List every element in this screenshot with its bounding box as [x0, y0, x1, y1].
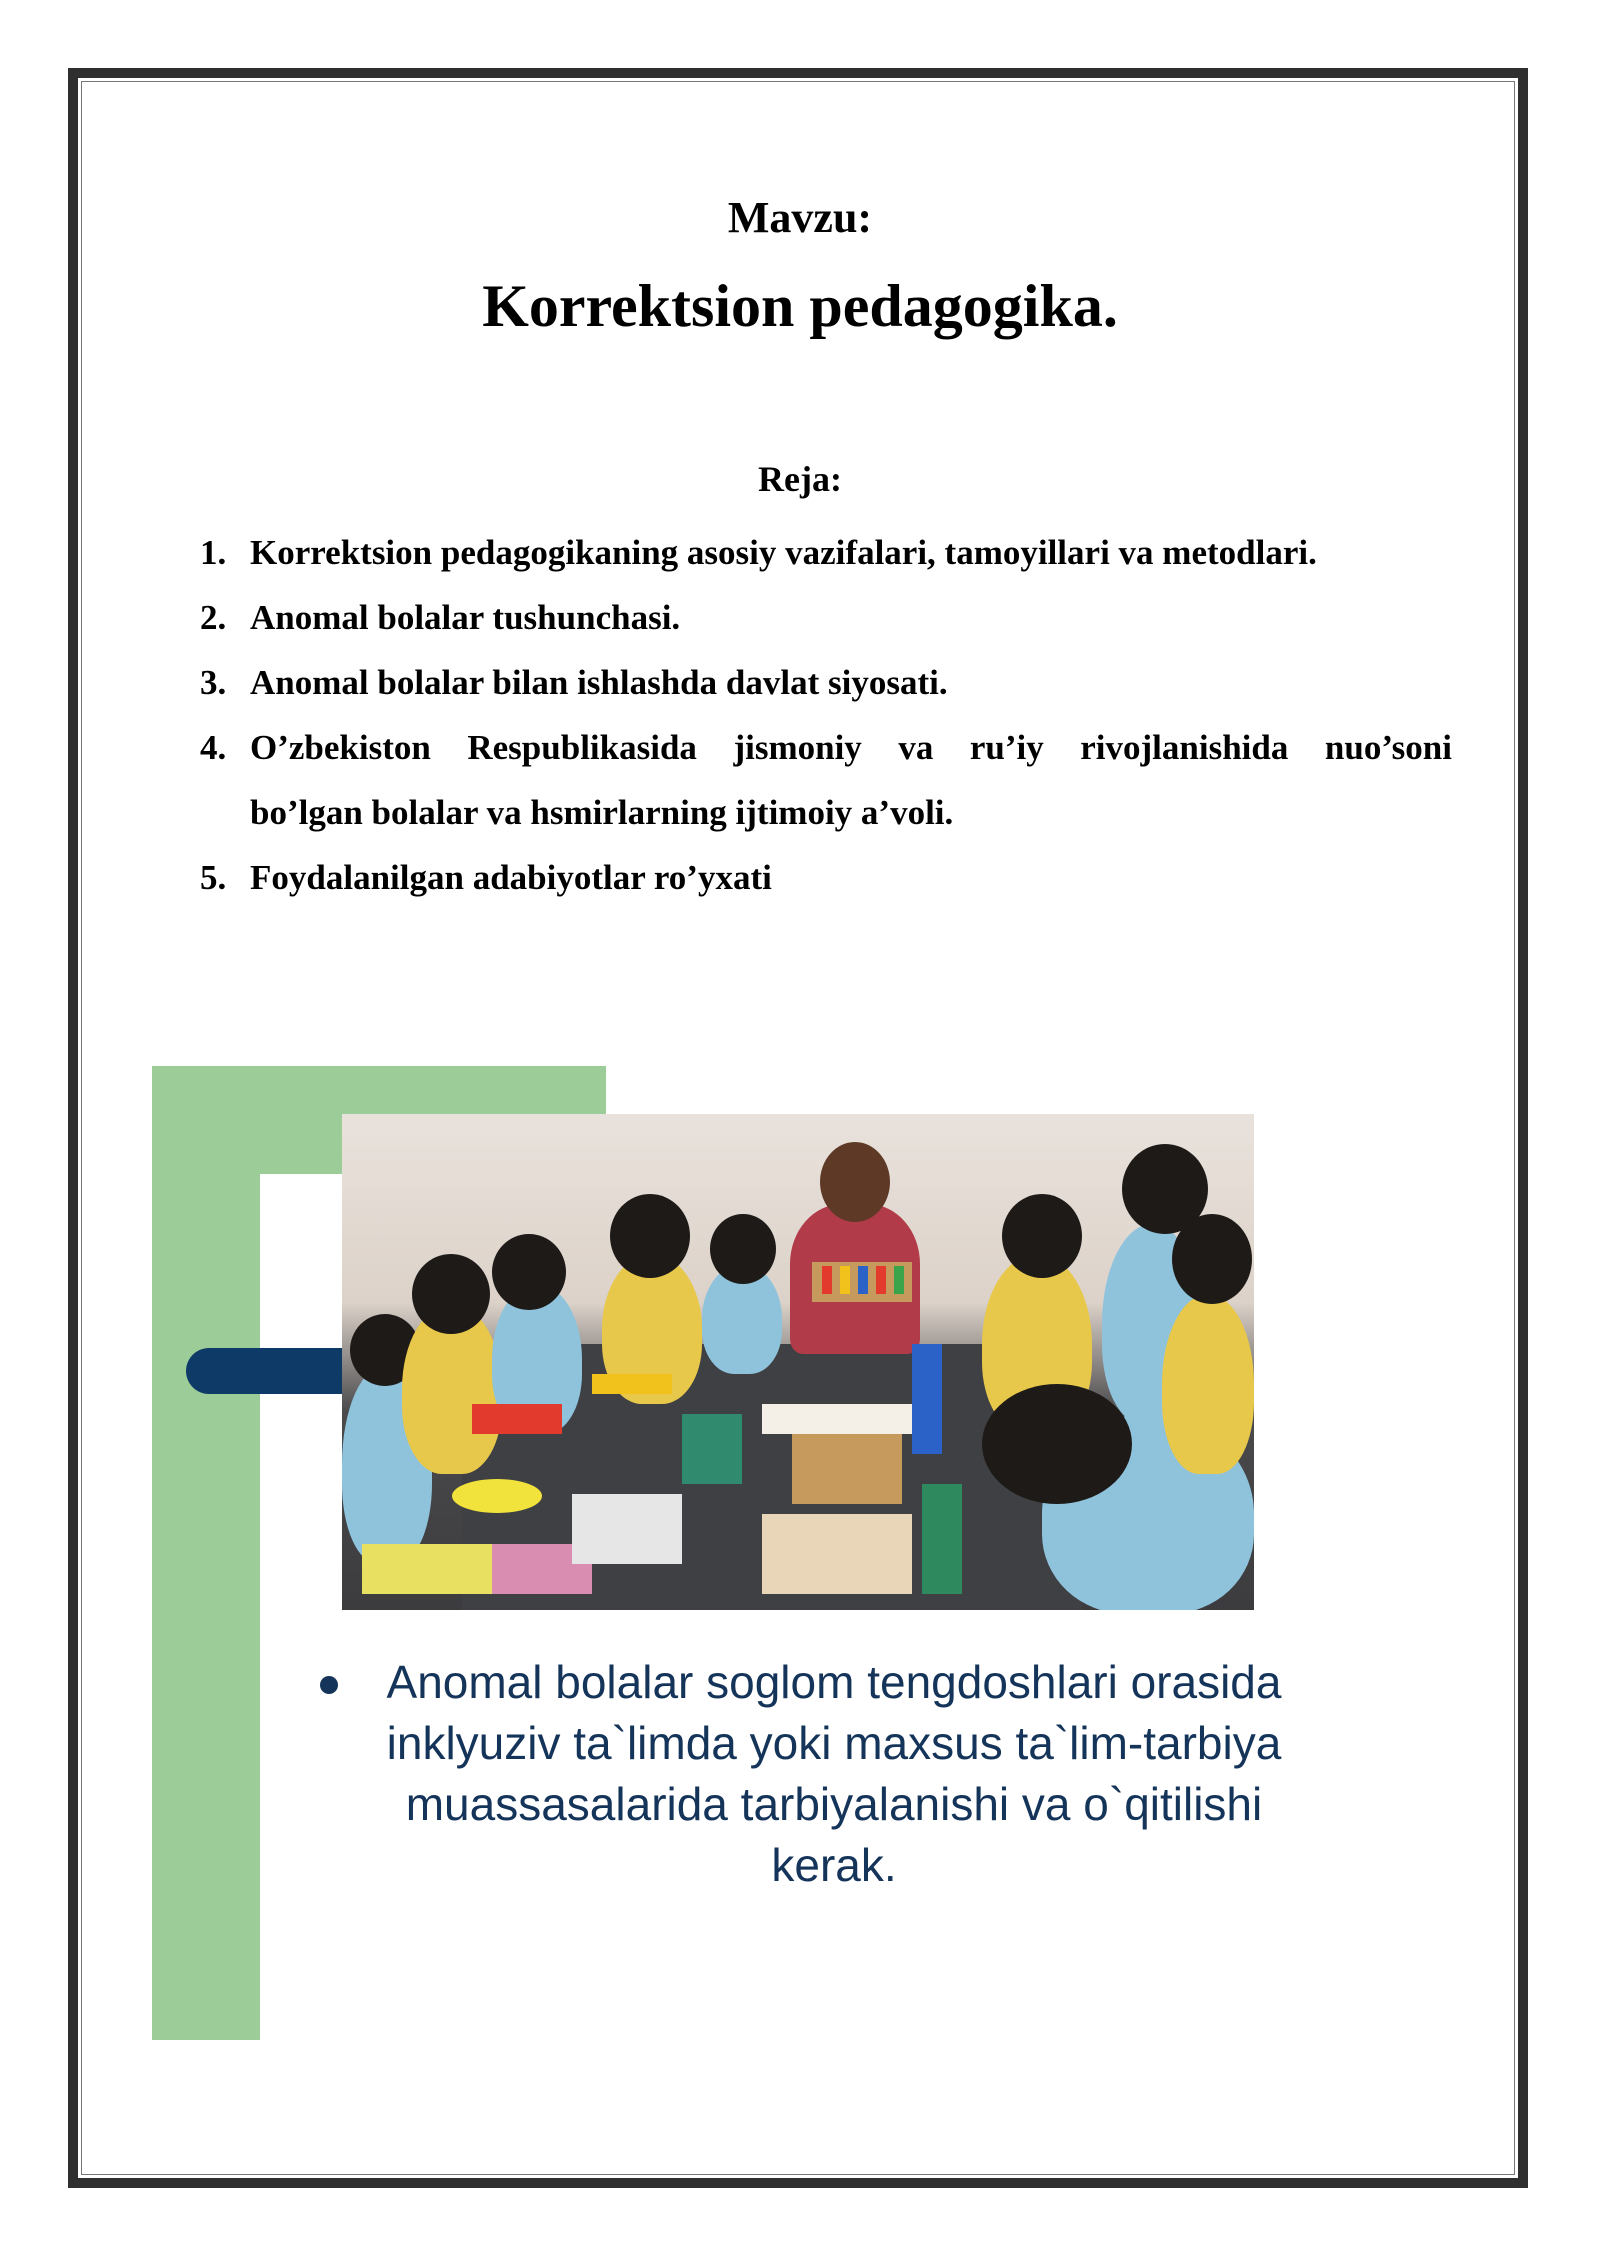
- plan-list: [200, 520, 1452, 910]
- page-title: Korrektsion pedagogika.: [482, 273, 1118, 339]
- photo-child-head: [492, 1234, 566, 1310]
- photo-block: [682, 1414, 742, 1484]
- list-item-number: 2.: [200, 598, 227, 637]
- photo-block: [762, 1404, 912, 1434]
- slide-green-bar: [152, 1066, 260, 2040]
- list-item: [200, 650, 1452, 715]
- photo-block: [572, 1494, 682, 1564]
- bullet-dot-icon: [320, 1676, 338, 1694]
- photo-block: [912, 1344, 942, 1454]
- photo-block: [472, 1404, 562, 1434]
- list-item-number: 3.: [200, 663, 227, 702]
- slide-image: [152, 1066, 1348, 2040]
- photo-child-head: [1002, 1194, 1082, 1278]
- photo-child-head: [1172, 1214, 1252, 1304]
- photo-child-head: [610, 1194, 690, 1278]
- photo-child-head: [710, 1214, 776, 1284]
- photo-block: [922, 1484, 962, 1594]
- list-item-text-line1: O’zbekiston Respublikasida jismoniy va ru’iy rivojlanishida nuo’soni: [250, 728, 1452, 767]
- slide-bullet-text: Anomal bolalar soglom tengdoshlari orasida inklyuziv ta`limda yoki maxsus ta`lim-tarbiya muassasalarida tarbiyalanishi va o`qitilishi kerak.: [386, 1656, 1282, 1891]
- list-item-number: 4.: [200, 728, 227, 767]
- list-item-number: 1.: [200, 533, 227, 572]
- classroom-photo: [342, 1114, 1254, 1610]
- photo-block: [762, 1514, 912, 1594]
- list-item: [200, 845, 1452, 910]
- list-item-text: Anomal bolalar bilan ishlashda davlat siyosati.: [250, 663, 948, 702]
- photo-block: [452, 1479, 542, 1513]
- photo-block: [592, 1374, 672, 1394]
- photo-block: [362, 1544, 492, 1594]
- list-item: [200, 585, 1452, 650]
- list-item-text: Anomal bolalar tushunchasi.: [250, 598, 681, 637]
- photo-child-head: [412, 1254, 490, 1334]
- topic-label: Mavzu:: [727, 193, 873, 242]
- photo-abacus: [812, 1262, 912, 1302]
- list-item: [200, 715, 1452, 845]
- plan-heading: Reja:: [758, 459, 842, 499]
- list-item-text: Korrektsion pedagogikaning asosiy vazifalari, tamoyillari va metodlari.: [250, 533, 1317, 572]
- list-item-text-line2: bo’lgan bolalar va hsmirlarning ijtimoiy a’voli.: [250, 793, 954, 832]
- list-item-number: 5.: [200, 858, 227, 897]
- photo-block: [792, 1434, 902, 1504]
- photo-child: [1162, 1294, 1254, 1474]
- photo-child-head: [982, 1384, 1132, 1504]
- photo-teacher-head: [820, 1142, 890, 1222]
- list-item: [200, 520, 1452, 585]
- list-item-text: Foydalanilgan adabiyotlar ro’yxati: [250, 858, 772, 897]
